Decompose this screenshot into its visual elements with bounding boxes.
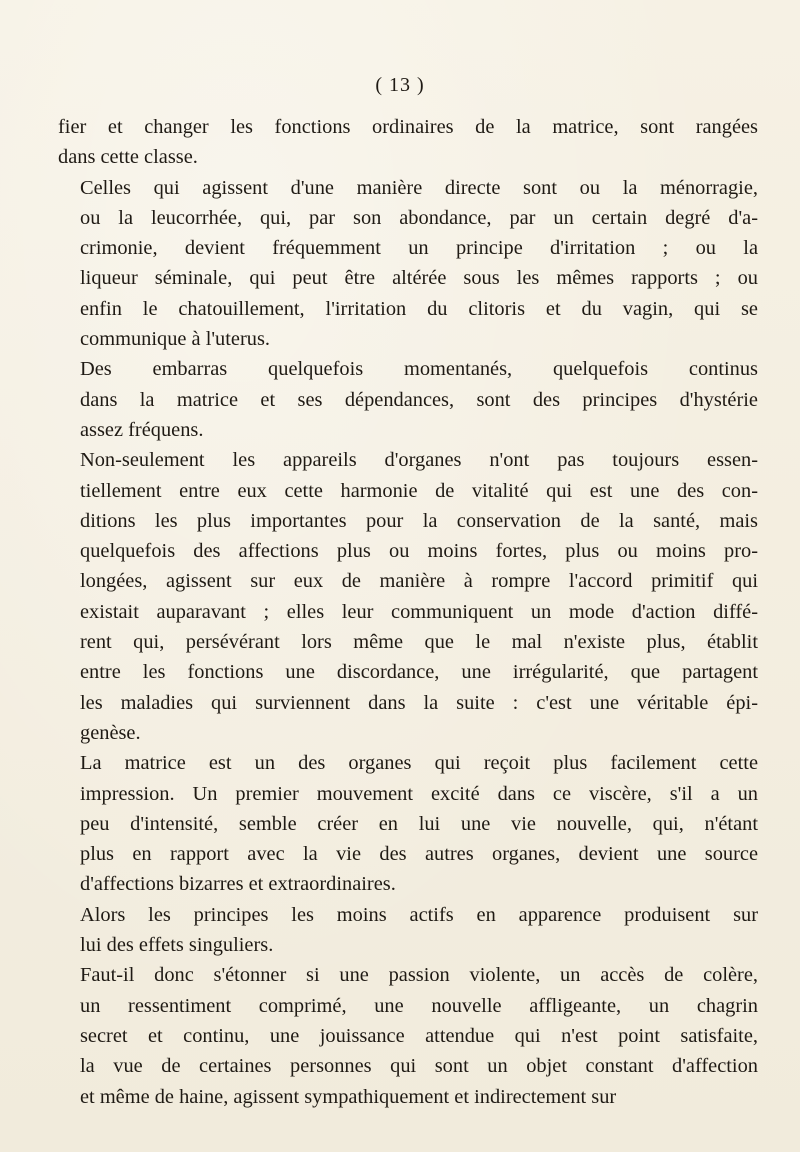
text-line: secret et continu, une jouissance attendue qui n'est point satisfaite, [80,1024,758,1047]
text-line: communique à l'uterus. [80,328,270,351]
text-line: ditions les plus importantes pour la conservation de la santé, mais [80,509,758,532]
text-line: Des embarras quelquefois momentanés, quelquefois continus [80,358,758,381]
paragraph [58,173,758,355]
text-line: dans la matrice et ses dépendances, sont des principes d'hystérie [80,388,758,411]
text-line: lui des effets singuliers. [80,934,274,957]
text-line: entre les fonctions une discordance, une irrégularité, que partagent [80,661,758,684]
text-line: Non-seulement les appareils d'organes n'ont pas toujours essen- [80,449,758,472]
text-line: fier et changer les fonctions ordinaires de la matrice, sont rangées [58,116,758,138]
paragraph [58,748,758,899]
text-line: plus en rapport avec la vie des autres organes, devient une source [80,843,758,866]
text-line: ou la leucorrhée, qui, par son abondance, par un certain degré d'a- [80,206,758,229]
text-line: genèse. [80,721,141,744]
text-line: Celles qui agissent d'une manière directe sont ou la ménorragie, [80,176,758,199]
text-line: La matrice est un des organes qui reçoit plus facilement cette [80,752,758,775]
text-line: et même de haine, agissent sympathiquement et indirectement sur [80,1085,617,1108]
text-line: enfin le chatouillement, l'irritation du clitoris et du vagin, qui se [80,297,758,320]
text-line: longées, agissent sur eux de manière à rompre l'accord primitif qui [80,570,758,593]
text-line: la vue de certaines personnes qui sont un objet constant d'affection [80,1055,758,1078]
paragraph [58,900,758,961]
text-line: tiellement entre eux cette harmonie de vitalité qui est une des con- [80,479,758,502]
text-line: peu d'intensité, semble créer en lui une vie nouvelle, qui, n'étant [80,812,758,835]
text-line: existait auparavant ; elles leur communiquent un mode d'action diffé- [80,600,758,623]
text-line: liqueur séminale, qui peut être altérée sous les mêmes rapports ; ou [80,267,758,290]
text-line: rent qui, persévérant lors même que le mal n'existe plus, établit [80,631,758,654]
body-text [58,112,758,1112]
page-number: ( 13 ) [375,74,425,96]
text-line: crimonie, devient fréquemment un principe d'irritation ; ou la [80,237,758,260]
paragraph [58,960,758,1111]
paragraph [58,445,758,748]
text-line: les maladies qui surviennent dans la suite : c'est une véritable épi- [80,691,758,714]
paragraph [58,112,758,173]
text-line: d'affections bizarres et extraordinaires. [80,873,396,896]
text-line: dans cette classe. [58,146,198,169]
paragraph [58,354,758,445]
text-line: Alors les principes les moins actifs en apparence produisent sur [80,903,758,926]
text-line: Faut-il donc s'étonner si une passion violente, un accès de colère, [80,964,758,987]
text-line: quelquefois des affections plus ou moins fortes, plus ou moins pro- [80,540,758,563]
text-line: un ressentiment comprimé, une nouvelle affligeante, un chagrin [80,994,758,1017]
text-line: impression. Un premier mouvement excité dans ce viscère, s'il a un [80,782,758,805]
text-line: assez fréquens. [80,418,204,441]
